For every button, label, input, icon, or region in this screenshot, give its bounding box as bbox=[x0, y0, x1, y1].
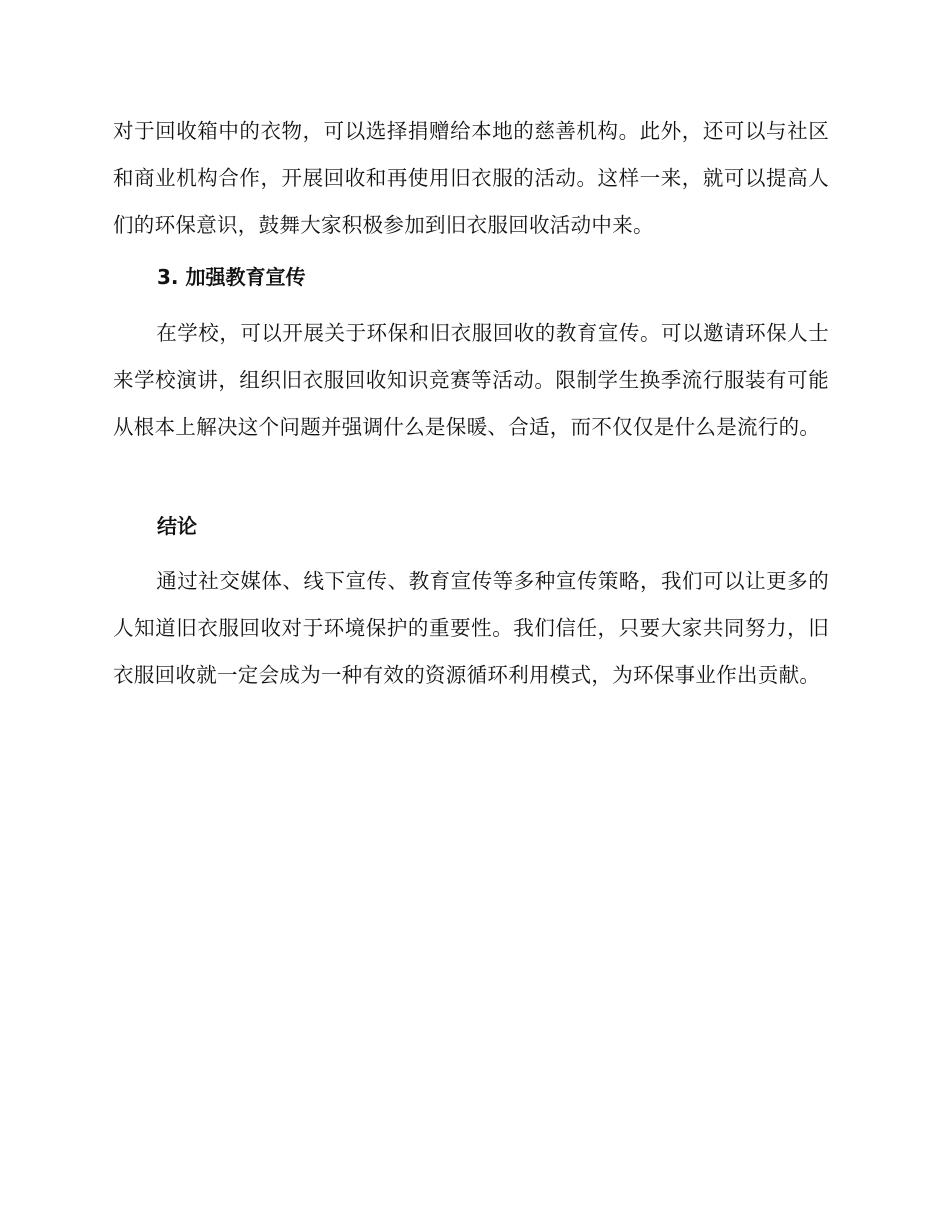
paragraph-donation bbox=[113, 108, 829, 249]
paragraph-education-text: 在学校，可以开展关于环保和旧衣服回收的教育宣传。可以邀请环保人士来学校演讲，组织旧衣服回收知识竞赛等活动。限制学生换季流行服装有可能从根本上解决这个问题并强调什么是保暖、合适，而不仅仅是什么是流行的。 bbox=[113, 321, 829, 439]
section-heading-conclusion: 结论 bbox=[157, 514, 197, 538]
paragraph-conclusion bbox=[113, 558, 829, 699]
paragraph-donation-text: 对于回收箱中的衣物，可以选择捐赠给本地的慈善机构。此外，还可以与社区和商业机构合作，开展回收和再使用旧衣服的活动。这样一来，就可以提高人们的环保意识，鼓舞大家积极参加到旧衣服回收活动中来。 bbox=[113, 119, 829, 237]
paragraph-conclusion-text: 通过社交媒体、线下宣传、教育宣传等多种宣传策略，我们可以让更多的人知道旧衣服回收对于环境保护的重要性。我们信任，只要大家共同努力，旧衣服回收就一定会成为一种有效的资源循环利用模式，为环保事业作出贡献。 bbox=[113, 569, 829, 687]
paragraph-education bbox=[113, 310, 829, 451]
section-heading-education: 3. 加强教育宣传 bbox=[157, 265, 306, 289]
